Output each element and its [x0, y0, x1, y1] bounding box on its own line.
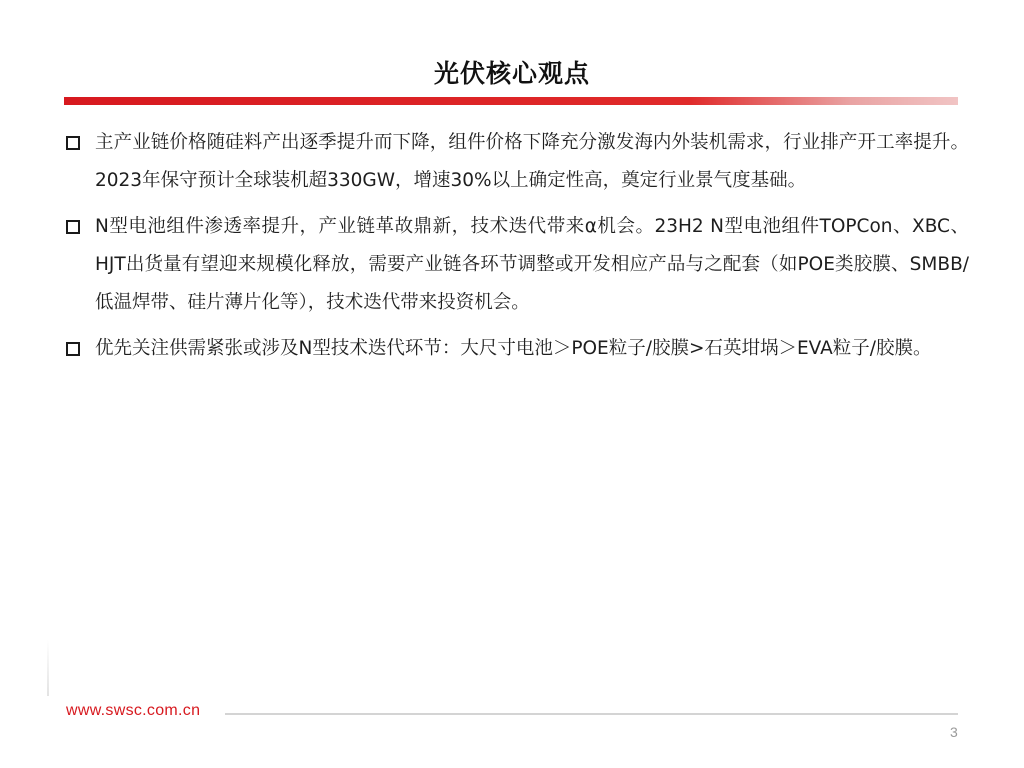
bullet-text: 主产业链价格随硅料产出逐季提升而下降，组件价格下降充分激发海内外装机需求，行业排产开工率提升。2023年保守预计全球装机超330GW，增速30%以上确定性高，奠定行业景气度基础。 [95, 132, 969, 191]
footer-divider [225, 713, 958, 715]
page-number: 3 [950, 724, 958, 740]
slide-title: 光伏核心观点 [433, 59, 590, 88]
bullet-list [64, 124, 969, 376]
square-bullet-icon [66, 342, 80, 356]
footer-decoration [47, 640, 49, 696]
bullet-item [64, 124, 969, 200]
bullet-item [64, 330, 969, 368]
bullet-text: 优先关注供需紧张或涉及N型技术迭代环节：大尺寸电池＞POE粒子/胶膜>石英坩埚＞EVA粒子/胶膜。 [95, 338, 932, 359]
square-bullet-icon [66, 136, 80, 150]
title-divider [64, 97, 958, 105]
square-bullet-icon [66, 220, 80, 234]
bullet-text: N型电池组件渗透率提升，产业链革故鼎新，技术迭代带来α机会。23H2 N型电池组件TOPCon、XBC、HJT出货量有望迎来规模化释放，需要产业链各环节调整或开发相应产品与之配套（如POE类胶膜、SMBB/低温焊带、硅片薄片化等），技术迭代带来投资机会。 [95, 216, 969, 313]
bullet-item [64, 208, 969, 322]
footer-url: www.swsc.com.cn [66, 702, 201, 719]
